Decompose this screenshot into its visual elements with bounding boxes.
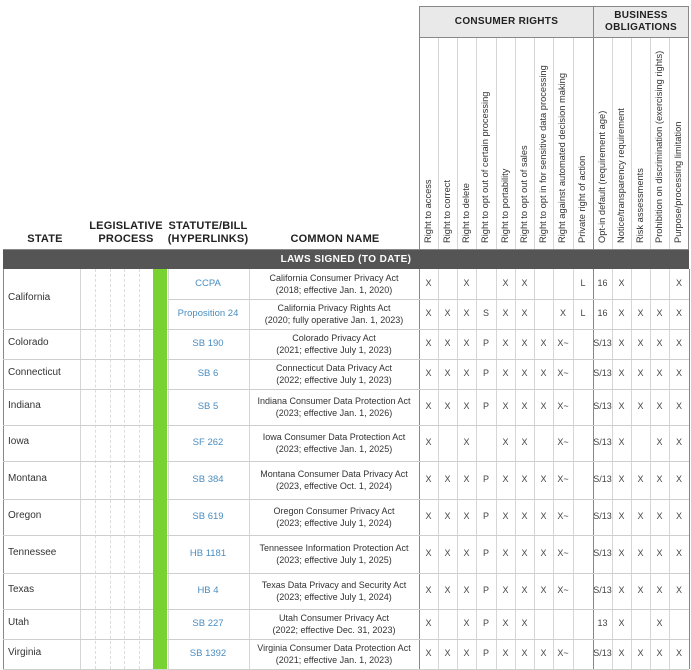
state-name: Montana [8, 473, 47, 484]
table-cell: X [675, 511, 682, 521]
statute-link[interactable]: SB 190 [192, 338, 224, 349]
table-cell: X [502, 308, 509, 318]
state-name: Colorado [8, 337, 49, 348]
table-cell: X [521, 474, 528, 484]
row-divider [3, 639, 689, 640]
table-cell: X [637, 648, 644, 658]
common-name [249, 505, 419, 529]
common-name-line1: Oregon Consumer Privacy Act [273, 506, 395, 516]
table-cell: X [463, 401, 470, 411]
row-divider [3, 499, 689, 500]
table-cell: X [521, 308, 528, 318]
table-cell: X [656, 474, 663, 484]
legislative-status-bar [153, 425, 167, 461]
column-label [515, 34, 534, 249]
common-name [249, 642, 419, 666]
table-cell: P [482, 618, 489, 628]
table-cell: X [425, 308, 432, 318]
table-cell: X [521, 401, 528, 411]
table-cell: X [463, 368, 470, 378]
table-cell: X [521, 368, 528, 378]
column-divider [534, 38, 535, 669]
table-cell: S/13 [593, 368, 612, 378]
table-cell: X [675, 648, 682, 658]
table-cell: X [463, 618, 470, 628]
statute-link[interactable]: Proposition 24 [177, 308, 239, 319]
table-cell: X [425, 648, 432, 658]
table-cell: 13 [597, 618, 608, 628]
table-cell: X [637, 401, 644, 411]
column-label [419, 34, 438, 249]
statute-link[interactable]: SB 6 [197, 368, 219, 379]
table-cell: X [540, 401, 547, 411]
table-cell: L [580, 278, 586, 288]
column-divider [593, 38, 594, 669]
table-cell: X [618, 648, 625, 658]
common-name-line2: (2023; effective Jan. 1, 2025) [275, 444, 393, 454]
table-cell: X [502, 585, 509, 595]
common-name [249, 395, 419, 419]
table-cell: X [521, 511, 528, 521]
column-divider [553, 38, 554, 669]
statute-link[interactable]: SF 262 [192, 437, 224, 448]
table-cell: X [637, 548, 644, 558]
laws-signed-banner: LAWS SIGNED (TO DATE) [3, 250, 689, 269]
column-divider [476, 38, 477, 669]
column-divider [573, 38, 574, 669]
table-cell: X [444, 585, 451, 595]
table-cell: X [444, 308, 451, 318]
table-cell: X [502, 511, 509, 521]
table-cell: X [675, 278, 682, 288]
table-cell: X [675, 437, 682, 447]
table-cell: 16 [597, 308, 608, 318]
table-cell: X [521, 548, 528, 558]
common-name-line2: (2023; effective July 1, 2024) [276, 592, 392, 602]
table-cell: X [463, 474, 470, 484]
state-name: Connecticut [8, 367, 61, 378]
table-cell: X [675, 401, 682, 411]
common-name-line1: Montana Consumer Data Privacy Act [260, 469, 408, 479]
table-cell: P [482, 511, 489, 521]
table-cell: P [482, 368, 489, 378]
row-divider [3, 461, 689, 462]
column-label-text: Prohibition on discrimination (exercising rights) [654, 50, 664, 243]
column-label [476, 34, 495, 249]
column-label [438, 34, 457, 249]
table-cell: S/13 [593, 401, 612, 411]
row-divider [3, 573, 689, 574]
table-cell: X [540, 548, 547, 558]
column-label [593, 34, 612, 249]
column-label [457, 34, 476, 249]
column-label-text: Right to opt out of sales [519, 145, 529, 243]
table-cell: X [521, 648, 528, 658]
common-name [249, 362, 419, 386]
statute-link[interactable]: SB 227 [192, 618, 224, 629]
table-cell: L [580, 308, 586, 318]
common-name-line2: (2022; effective Dec. 31, 2023) [272, 625, 396, 635]
table-cell: X [675, 368, 682, 378]
column-label [650, 34, 669, 249]
table-cell: X [502, 278, 509, 288]
table-cell: X [425, 618, 432, 628]
table-cell: X [425, 368, 432, 378]
common-name-line1: Connecticut Data Privacy Act [275, 363, 393, 373]
table-cell: X [502, 618, 509, 628]
table-cell: S/13 [593, 511, 612, 521]
legislative-status-bar [153, 499, 167, 535]
table-cell: X [502, 474, 509, 484]
common-name-line1: Indiana Consumer Data Protection Act [257, 396, 411, 406]
table-cell: X [540, 338, 547, 348]
table-cell: X~ [557, 437, 569, 447]
column-label-text: Right to opt in for sensitive data processing [538, 65, 548, 243]
table-cell: X [656, 648, 663, 658]
table-cell: X [559, 308, 566, 318]
common-name-line2: (2021; effective Jan. 1, 2023) [275, 655, 393, 665]
table-cell: X [618, 548, 625, 558]
column-divider [438, 38, 439, 669]
state-name: Utah [8, 617, 30, 628]
table-cell: X [540, 511, 547, 521]
table-cell: X [521, 437, 528, 447]
table-cell: S/13 [593, 648, 612, 658]
common-name-line2: (2020; fully operative Jan. 1, 2023) [264, 315, 404, 325]
table-cell: X [656, 368, 663, 378]
table-cell: X [637, 368, 644, 378]
statute-link[interactable]: SB 1392 [189, 648, 227, 659]
column-divider [612, 38, 613, 669]
table-cell: X [463, 585, 470, 595]
table-cell: X [502, 368, 509, 378]
table-cell: X [637, 474, 644, 484]
table-cell: X [463, 308, 470, 318]
column-label [612, 34, 631, 249]
table-cell: X [656, 618, 663, 628]
table-cell: X [521, 585, 528, 595]
state-name: Tennessee [8, 547, 57, 558]
column-label-text: Right to portability [500, 168, 510, 243]
common-name [249, 332, 419, 356]
table-cell: X [425, 338, 432, 348]
table-cell: X [521, 338, 528, 348]
common-name-header: COMMON NAME [290, 233, 380, 245]
table-cell: X [502, 548, 509, 558]
table-cell: X [675, 308, 682, 318]
table-cell: X [502, 648, 509, 658]
table-cell: X [425, 278, 432, 288]
column-label [669, 34, 688, 249]
table-cell: X [618, 401, 625, 411]
statute-link[interactable]: HB 4 [197, 585, 219, 596]
common-name [249, 542, 419, 566]
legislative-status-bar [153, 609, 167, 639]
table-cell: X [444, 368, 451, 378]
table-cell: X [618, 585, 625, 595]
table-cell: X [521, 278, 528, 288]
table-cell: X [425, 585, 432, 595]
table-cell: X [675, 585, 682, 595]
common-name-line1: Colorado Privacy Act [292, 333, 376, 343]
column-divider [650, 38, 651, 669]
column-label-text: Private right of action [577, 155, 587, 243]
table-cell: P [482, 474, 489, 484]
column-label-text: Opt-in default (requirement age) [597, 110, 607, 243]
state-name: Virginia [8, 647, 42, 658]
table-cell: X [502, 338, 509, 348]
column-divider [457, 38, 458, 669]
business-obligations-header: BUSINESS OBLIGATIONS [593, 6, 689, 38]
table-cell: X~ [557, 548, 569, 558]
table-cell: X [425, 437, 432, 447]
common-name-line2: (2023; effective Jan. 1, 2026) [275, 408, 393, 418]
table-cell: X [444, 474, 451, 484]
table-cell: X [425, 474, 432, 484]
state-name: Indiana [8, 400, 41, 411]
legislative-status-bar [153, 329, 167, 359]
table-cell: X [463, 338, 470, 348]
legislative-status-bar [153, 389, 167, 425]
column-label-text: Right to delete [461, 183, 471, 243]
table-cell: S/13 [593, 338, 612, 348]
column-label [496, 34, 515, 249]
table-cell: X [675, 338, 682, 348]
table-cell: X [656, 437, 663, 447]
row-divider [3, 359, 689, 360]
column-label [553, 34, 572, 249]
table-cell: X [463, 511, 470, 521]
table-cell: X [656, 308, 663, 318]
table-cell: X [637, 511, 644, 521]
state-header: STATE [27, 233, 63, 245]
table-cell: S/13 [593, 585, 612, 595]
table-cell: P [482, 401, 489, 411]
row-divider [3, 425, 689, 426]
table-cell: X [618, 474, 625, 484]
table-cell: X [444, 511, 451, 521]
table-cell: X~ [557, 585, 569, 595]
table-cell: X~ [557, 401, 569, 411]
column-label [534, 34, 553, 249]
common-name-line1: Texas Data Privacy and Security Act [261, 580, 407, 590]
table-cell: X [521, 618, 528, 628]
column-label-text: Right to access [423, 179, 433, 243]
table-cell: X [540, 474, 547, 484]
table-cell: X [444, 401, 451, 411]
legislative-status-bar [153, 359, 167, 389]
common-name-line2: (2022; effective July 1, 2023) [276, 375, 392, 385]
column-label-text: Right to correct [442, 179, 452, 243]
consumer-rights-header: CONSUMER RIGHTS [419, 6, 594, 38]
table-cell: X [656, 338, 663, 348]
row-divider [3, 329, 689, 330]
table-cell: X [444, 648, 451, 658]
table-cell: X [656, 401, 663, 411]
table-cell: X [502, 401, 509, 411]
column-label-text: Right to opt out of certain processing [480, 91, 490, 243]
table-cell: X [463, 648, 470, 658]
table-cell: X [618, 368, 625, 378]
column-label-text: Risk assessments [635, 168, 645, 243]
common-name [249, 272, 419, 296]
common-name-line1: California Consumer Privacy Act [269, 273, 399, 283]
table-cell: X [463, 437, 470, 447]
table-cell: X [637, 585, 644, 595]
common-name [249, 431, 419, 455]
row-divider [3, 609, 689, 610]
table-cell: X [502, 437, 509, 447]
table-cell: S/13 [593, 474, 612, 484]
table-cell: 16 [597, 278, 608, 288]
table-cell: X [540, 368, 547, 378]
table-cell: X [463, 278, 470, 288]
common-name [249, 579, 419, 603]
column-label [573, 34, 592, 249]
table-cell: X [656, 585, 663, 595]
table-cell: X [463, 548, 470, 558]
table-cell: S/13 [593, 437, 612, 447]
statute-link[interactable]: SB 5 [197, 401, 219, 412]
common-name [249, 302, 419, 326]
table-cell: X~ [557, 338, 569, 348]
state-name: Iowa [8, 436, 30, 447]
table-cell: X [675, 548, 682, 558]
table-cell: X [618, 511, 625, 521]
column-label-text: Notice/transparency requirement [616, 108, 626, 243]
table-cell: X [444, 548, 451, 558]
row-divider [168, 299, 689, 300]
table-cell: X [618, 308, 625, 318]
table-cell: P [482, 548, 489, 558]
column-label-text: Purpose/processing limitation [673, 121, 683, 243]
state-name: Texas [8, 584, 35, 595]
common-name-line2: (2023; effective July 1, 2025) [276, 555, 392, 565]
common-name-line1: Utah Consumer Privacy Act [278, 613, 390, 623]
table-cell: P [482, 648, 489, 658]
table-cell: X~ [557, 648, 569, 658]
column-divider [631, 38, 632, 669]
statute-link[interactable]: CCPA [195, 278, 221, 289]
table-cell: S [482, 308, 489, 318]
table-cell: X [618, 278, 625, 288]
table-cell: X [618, 437, 625, 447]
common-name [249, 468, 419, 492]
table-cell: X [618, 338, 625, 348]
table-cell: X [618, 618, 625, 628]
legislative-status-bar [153, 299, 167, 329]
legislative-status-bar [153, 639, 167, 669]
state-name: California [8, 292, 51, 303]
legislative-status-bar [153, 573, 167, 609]
column-divider [496, 38, 497, 669]
table-cell: X~ [557, 474, 569, 484]
row-divider [3, 535, 689, 536]
common-name [249, 612, 419, 636]
table-cell: X [540, 648, 547, 658]
table-cell: X [675, 474, 682, 484]
common-name-line2: (2018; effective Jan. 1, 2020) [275, 285, 393, 295]
state-name: Oregon [8, 510, 42, 521]
section-divider [689, 269, 690, 669]
row-divider [3, 389, 689, 390]
table-cell: X [540, 585, 547, 595]
table-cell: P [482, 585, 489, 595]
table-cell: X [656, 511, 663, 521]
table-cell: X~ [557, 368, 569, 378]
table-cell: X [425, 401, 432, 411]
table-cell: X [637, 308, 644, 318]
legislative-status-bar [153, 269, 167, 299]
column-label-text: Right against automated decision making [557, 72, 567, 243]
legislative-status-bar [153, 461, 167, 499]
table-cell: P [482, 338, 489, 348]
table-cell: X [425, 548, 432, 558]
common-name-line2: (2023; effective July 1, 2024) [276, 518, 392, 528]
table-cell: S/13 [593, 548, 612, 558]
table-cell: X~ [557, 511, 569, 521]
legislative-status-bar [153, 535, 167, 573]
column-divider [669, 38, 670, 669]
common-name-line1: Iowa Consumer Data Protection Act [262, 432, 406, 442]
statute-link[interactable]: HB 1181 [189, 548, 227, 559]
common-name-line2: (2023, effective Oct. 1, 2024) [276, 481, 392, 491]
table-cell: X [637, 338, 644, 348]
statute-link[interactable]: SB 619 [192, 511, 224, 522]
common-name-line1: California Privacy Rights Act [277, 303, 391, 313]
table-cell: X [425, 511, 432, 521]
column-label [631, 34, 650, 249]
legislative-header: LEGISLATIVE PROCESS [89, 220, 163, 245]
common-name-line1: Tennessee Information Protection Act [259, 543, 409, 553]
common-name-line2: (2021; effective July 1, 2023) [276, 345, 392, 355]
table-cell: X [444, 338, 451, 348]
statute-link[interactable]: SB 384 [192, 474, 224, 485]
common-name-line1: Virginia Consumer Data Protection Act [257, 643, 411, 653]
statute-header: STATUTE/BILL (HYPERLINKS) [167, 220, 249, 245]
column-divider [515, 38, 516, 669]
table-cell: X [656, 548, 663, 558]
